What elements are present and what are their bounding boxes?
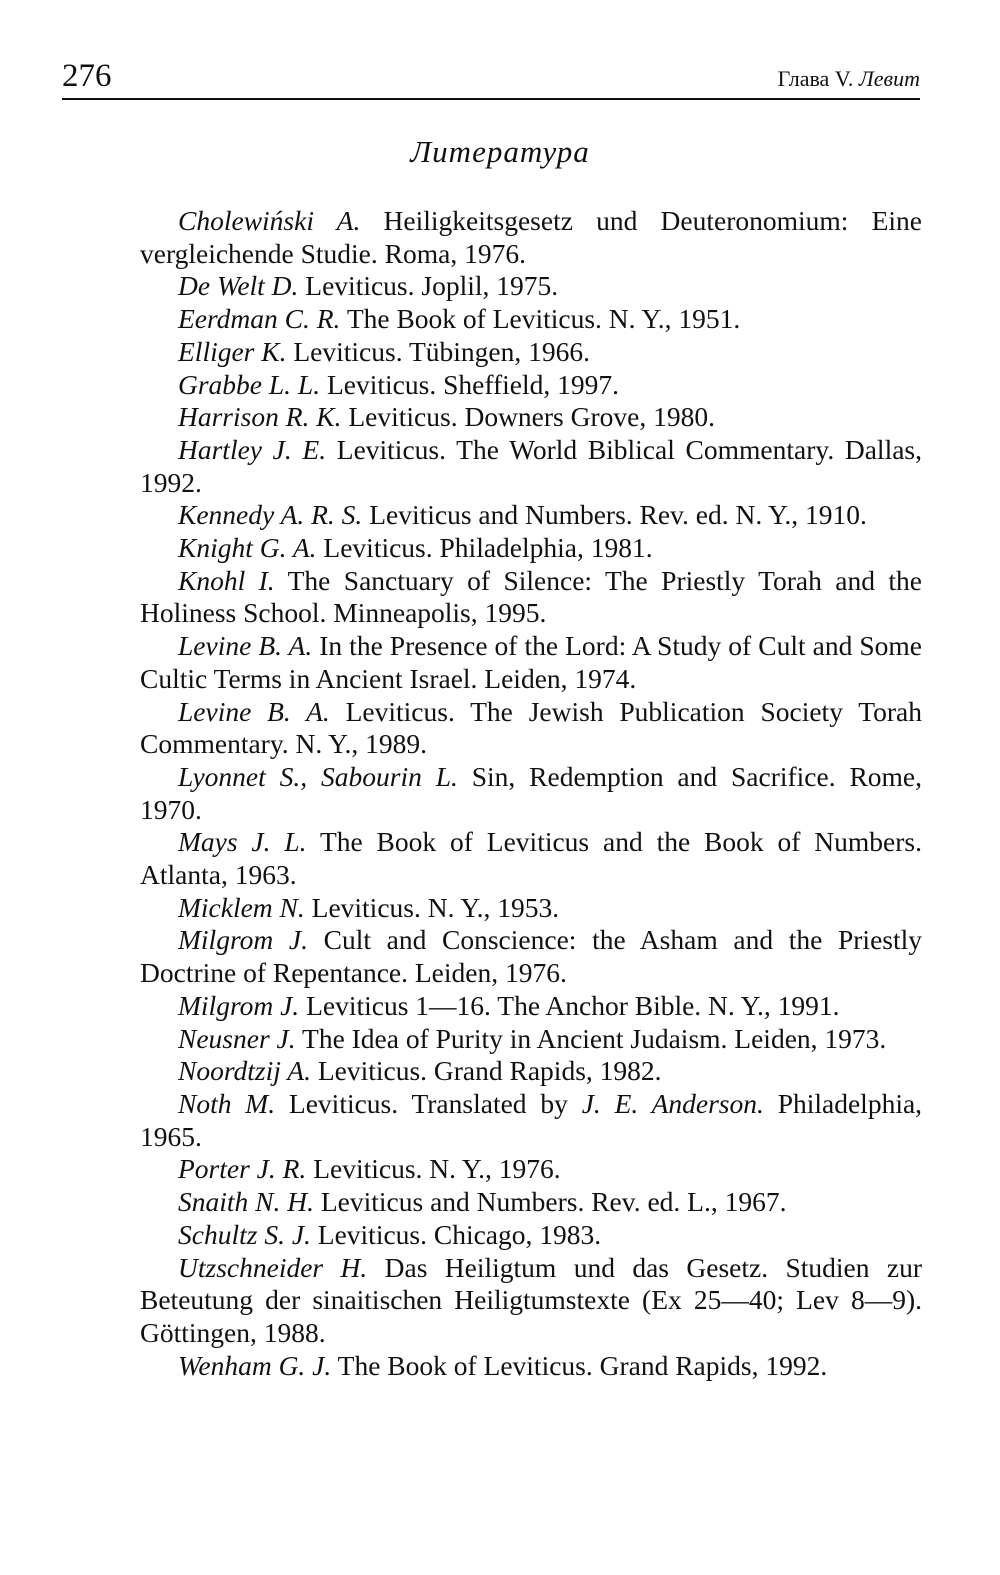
entry-author: Porter J. R. — [178, 1153, 307, 1185]
entry-author: Milgrom J. — [178, 924, 308, 956]
bibliography-entry — [140, 1252, 922, 1350]
entry-author: Schultz S. J. — [178, 1218, 311, 1250]
entry-text: Leviticus. Downers Grove, 1980. — [348, 401, 715, 433]
bibliography-entry — [140, 1023, 922, 1056]
entry-author: Lyonnet S., Sabourin L. — [178, 760, 458, 792]
bibliography-entry — [140, 434, 922, 499]
entry-text: Leviticus. Chicago, 1983. — [317, 1218, 602, 1250]
running-head — [778, 66, 920, 92]
bibliography-entry — [140, 270, 922, 303]
entry-author: Knohl I. — [178, 564, 275, 596]
entry-author: Snaith N. H. — [178, 1186, 314, 1218]
entry-author: Cholewiński A. — [178, 205, 361, 236]
entry-author: Neusner J. — [178, 1022, 296, 1054]
entry-text: Leviticus. Grand Rapids, 1982. — [317, 1055, 662, 1087]
entry-text: Leviticus. Joplil, 1975. — [305, 270, 559, 302]
bibliography-entry — [140, 1088, 922, 1153]
entry-author: Milgrom J. — [178, 989, 300, 1021]
bibliography-entry — [140, 990, 922, 1023]
bibliography-entry — [140, 1055, 922, 1088]
bibliography-entry — [140, 1153, 922, 1186]
entry-translator: J. E. Anderson. — [581, 1087, 764, 1119]
bibliography-entry — [140, 205, 922, 270]
entry-author: Micklem N. — [178, 891, 305, 923]
entry-text: Cult and Conscience: the Asham and the Priestly Doctrine of Repentance. Leiden, 1976. — [140, 924, 923, 989]
entry-text: Leviticus and Numbers. Rev. ed. N. Y., 1910. — [369, 499, 867, 531]
bibliography-entry — [140, 401, 922, 434]
entry-text: Leviticus 1—16. The Anchor Bible. N. Y., 1991. — [306, 989, 840, 1021]
entry-text: The Book of Leviticus and the Book of Numbers. Atlanta, 1963. — [140, 826, 922, 891]
entry-text: Leviticus. Translated by — [288, 1087, 568, 1119]
entry-text: The Book of Leviticus. Grand Rapids, 1992. — [337, 1349, 828, 1381]
bibliography-entry — [140, 369, 922, 402]
entry-text: Leviticus. Philadelphia, 1981. — [323, 532, 653, 564]
entry-author: De Welt D. — [178, 270, 299, 302]
entry-author: Elliger K. — [178, 335, 287, 367]
bibliography-entry — [140, 336, 922, 369]
entry-author: Levine B. A. — [178, 695, 330, 727]
entry-text: The Idea of Purity in Ancient Judaism. Leiden, 1973. — [302, 1022, 887, 1054]
entry-text: The Book of Leviticus. N. Y., 1951. — [346, 303, 741, 335]
entry-text-continued: Philadelphia, 1965. — [140, 1087, 923, 1152]
entry-text: Leviticus and Numbers. Rev. ed. L., 1967. — [320, 1186, 787, 1218]
entry-text: The Sanctuary of Silence: The Priestly Torah and the Holiness School. Minneapolis, 1995. — [140, 564, 922, 629]
entry-text: Heiligkeitsgesetz und Deuteronomium: Eine vergleichende Studie. Roma, 1976. — [140, 205, 922, 269]
running-head-chapter: Глава V. — [777, 66, 854, 91]
entry-text: Das Heiligtum und das Gesetz. Studien zur Beteutung der sinaitischen Heiligtumstexte (Ex 25—40; Lev 8—9). Göttingen, 1988. — [140, 1251, 923, 1348]
entry-text: In the Presence of the Lord: A Study of Cult and Some Cultic Terms in Ancient Israel. Leiden, 1974. — [140, 630, 923, 694]
entry-text: Leviticus. N. Y., 1953. — [311, 891, 560, 923]
bibliography-entry — [140, 1350, 922, 1383]
bibliography-entry — [140, 924, 922, 989]
entry-author: Levine B. A. — [178, 630, 313, 662]
bibliography-entry — [140, 696, 922, 761]
entry-author: Harrison R. K. — [178, 401, 342, 433]
bibliography-entry — [140, 630, 922, 695]
bibliography-entry — [140, 303, 922, 336]
entry-author: Wenham G. J. — [178, 1349, 332, 1381]
entry-author: Noth M. — [178, 1087, 276, 1119]
bibliography-entry — [140, 892, 922, 925]
entry-author: Utzschneider H. — [178, 1251, 368, 1283]
entry-text: Leviticus. The World Biblical Commentary. Dallas, 1992. — [140, 433, 922, 498]
bibliography-entry — [140, 532, 922, 565]
bibliography-entry — [140, 761, 922, 826]
entry-author: Knight G. A. — [178, 532, 317, 564]
page-number: 276 — [62, 58, 112, 94]
bibliography-entry — [140, 1186, 922, 1219]
running-head-title: Левит — [858, 66, 920, 91]
bibliography-entry — [140, 565, 922, 630]
section-title: Литература — [410, 134, 590, 169]
bibliography-entry — [140, 1219, 922, 1252]
entry-author: Noordtzij A. — [178, 1055, 311, 1087]
entry-author: Grabbe L. L. — [178, 368, 321, 400]
bibliography-list — [140, 205, 922, 1382]
entry-text: Leviticus. Tübingen, 1966. — [293, 335, 590, 367]
entry-text: Sin, Redemption and Sacrifice. Rome, 1970. — [140, 760, 923, 825]
entry-author: Eerdman C. R. — [178, 303, 341, 335]
entry-text: Leviticus. Sheffield, 1997. — [326, 368, 619, 400]
entry-author: Mays J. L. — [178, 826, 307, 858]
entry-text: Leviticus. The Jewish Publication Society Torah Commentary. N. Y., 1989. — [140, 695, 923, 760]
entry-author: Kennedy A. R. S. — [178, 499, 363, 531]
bibliography-entry — [140, 499, 922, 532]
entry-author: Hartley J. E. — [178, 433, 327, 465]
page-header — [62, 56, 920, 100]
bibliography-entry — [140, 826, 922, 891]
entry-text: Leviticus. N. Y., 1976. — [313, 1153, 561, 1185]
